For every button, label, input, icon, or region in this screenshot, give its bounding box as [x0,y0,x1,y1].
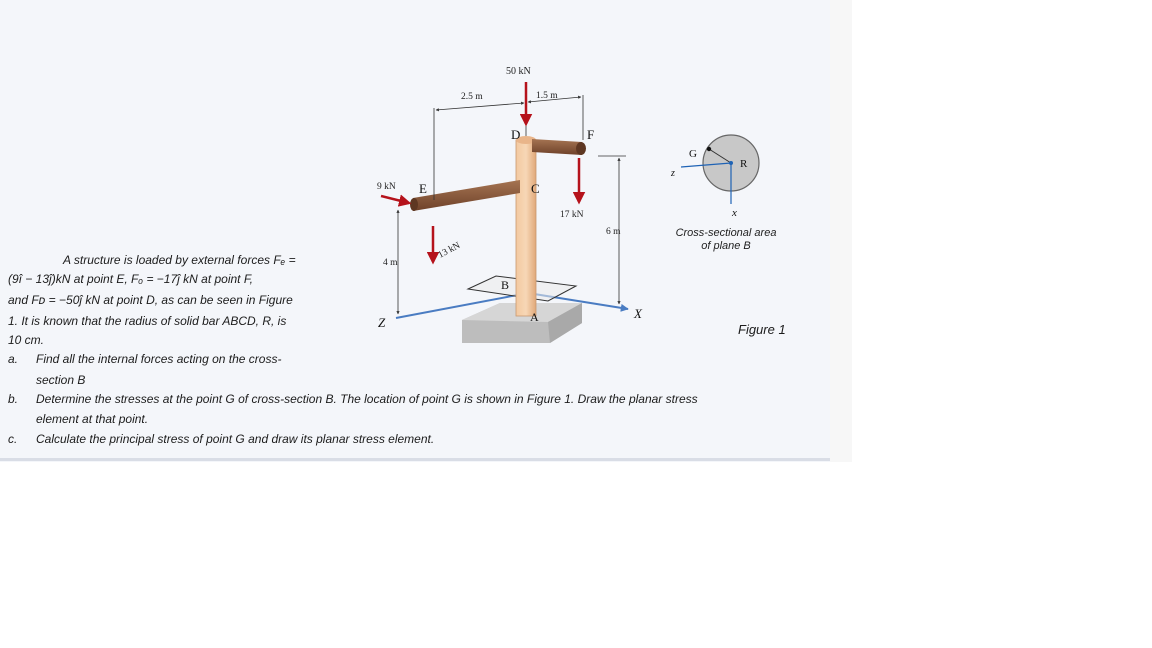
radius-label: R [740,158,748,170]
load-f-label: 17 kN [560,210,584,220]
question-c-line-1: Calculate the principal stress of point G and draw its planar stress element. [36,432,435,446]
point-a-label: A [530,310,539,324]
dim-6m-label: 6 m [606,227,621,237]
point-c-label: C [531,181,540,196]
cross-section-inset [670,135,759,219]
question-a-marker: a. [8,352,19,366]
question-b-marker: b. [8,392,19,406]
question-a-line-1: Find all the internal forces acting on the cross- [36,352,282,366]
section-centroid [729,161,733,165]
question-b-line-1: Determine the stresses at the point G of cross-section B. The location of point G is shown in Figure 1. Draw the planar stress [36,392,698,406]
figure-caption: Figure 1 [738,322,786,337]
load-e-y-label: 13 kN [436,240,463,261]
problem-line-4: 1. It is known that the radius of solid bar ABCD, R, is [8,314,287,328]
dim-df-label: 1.5 m [536,91,558,101]
point-e-label: E [419,181,427,196]
x-axis-label: X [634,306,642,321]
load-e-x-arrow [381,196,409,203]
column-abcd [516,140,536,316]
cross-section-title-line1: Cross-sectional area [675,227,777,239]
point-g-dot [707,147,711,151]
load-d-label: 50 kN [506,66,531,77]
z-axis-label: Z [378,315,386,330]
page-edge [830,0,852,462]
point-d-label: D [511,127,521,142]
point-f-label: F [587,127,595,142]
point-g-label: G [689,148,697,160]
dim-de-label: 2.5 m [461,92,483,102]
problem-line-3: and Fᴅ = −50ĵ kN at point D, as can be seen in Figure [8,293,293,307]
question-a-line-2: section B [36,373,86,387]
load-e-x-label: 9 kN [377,182,396,192]
dim-de-line [436,103,524,110]
section-z-label: z [671,168,675,179]
beam-df [532,139,586,155]
cross-section-title [664,227,788,253]
cross-section-title-line2: of plane B [701,240,751,252]
problem-line-1: A structure is loaded by external forces Fₑ = [63,253,296,267]
problem-line-2: (9î − 13ĵ)kN at point E, Fₒ = −17ĵ kN at point F, [8,272,253,286]
problem-line-5: 10 cm. [8,333,45,347]
question-b-line-2: element at that point. [36,412,149,426]
section-x-label: x [732,207,737,219]
dim-4m-label: 4 m [383,258,398,268]
question-c-marker: c. [8,432,18,446]
point-b-label: B [501,278,510,292]
